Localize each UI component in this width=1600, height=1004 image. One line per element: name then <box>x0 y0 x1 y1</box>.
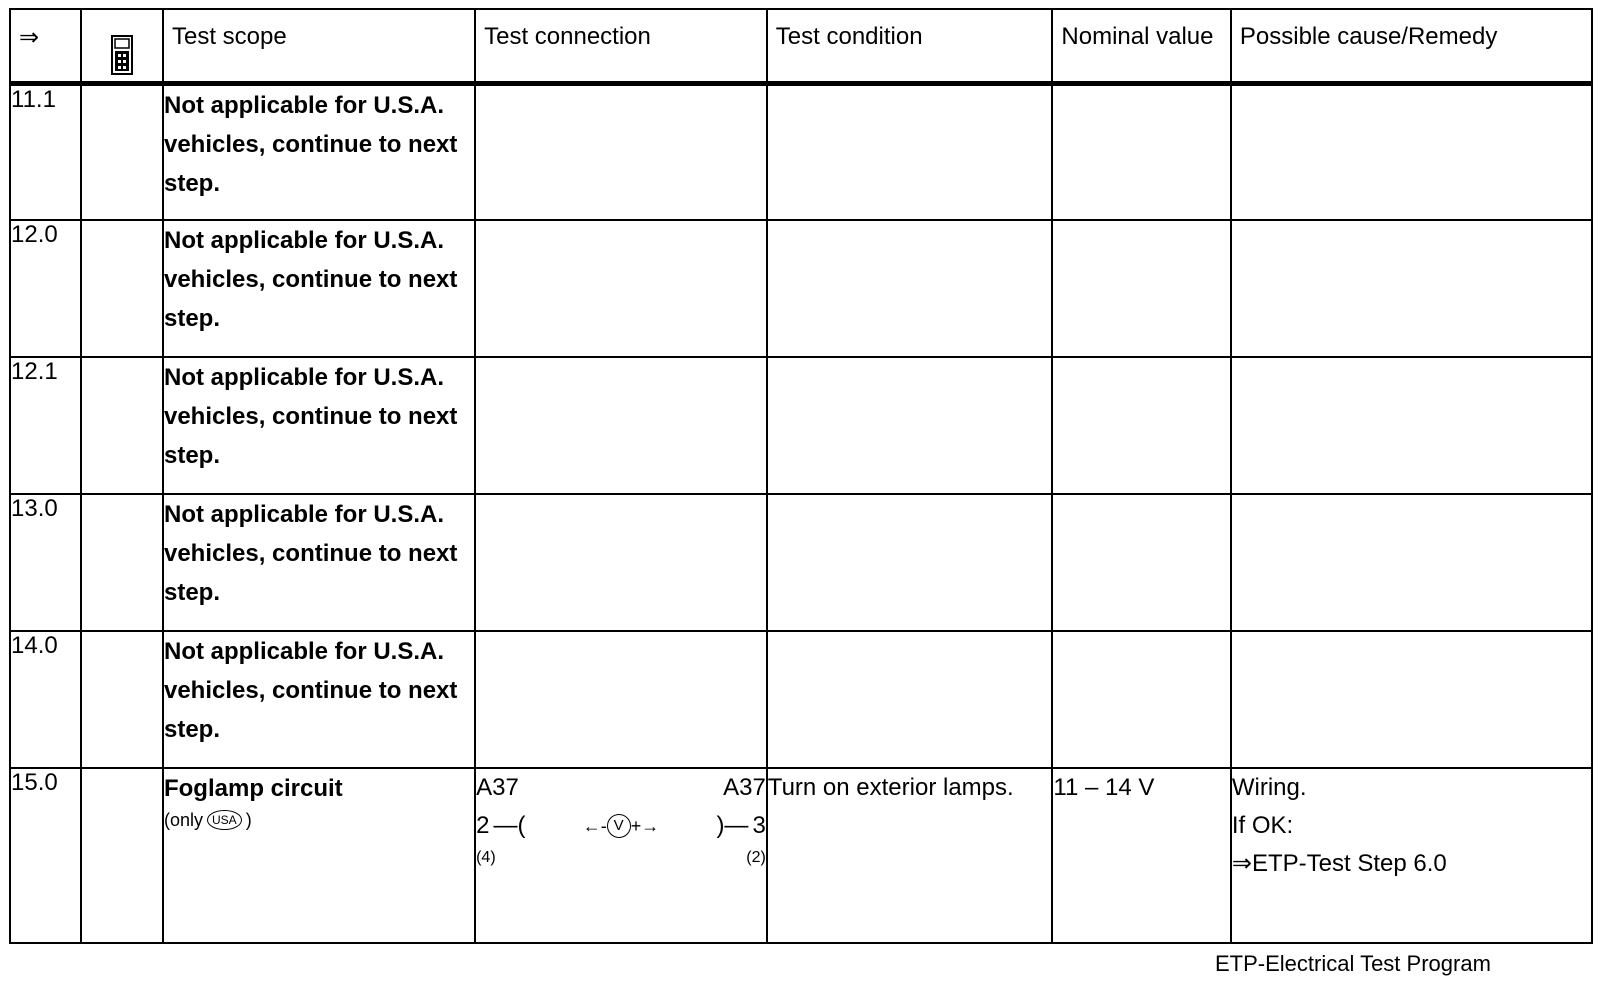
test-connection-cell <box>475 357 767 494</box>
test-scope-text: Not applicable for U.S.A. vehicles, continue to next step. <box>163 83 475 220</box>
tool-cell <box>81 768 163 943</box>
table-row <box>10 357 1592 494</box>
test-connection-cell <box>475 494 767 631</box>
test-condition-text: Turn on exterior lamps. <box>767 768 1053 943</box>
test-condition-cell <box>767 631 1053 768</box>
nominal-value-cell <box>1052 631 1230 768</box>
test-condition-cell <box>767 220 1053 357</box>
possible-cause-cell <box>1231 631 1592 768</box>
header-tool <box>81 9 163 83</box>
table-row <box>10 220 1592 357</box>
connector-right-label: A37 <box>723 774 766 801</box>
step-number: 14.0 <box>10 631 81 768</box>
step-number: 12.0 <box>10 220 81 357</box>
test-scope-cell <box>163 768 475 943</box>
header-test-connection: Test connection <box>475 9 767 83</box>
header-test-condition: Test condition <box>767 9 1053 83</box>
table-row <box>10 83 1592 220</box>
test-connection-cell <box>475 631 767 768</box>
step-number: 15.0 <box>10 768 81 943</box>
connector-left-alt-pin: (4) <box>476 849 496 866</box>
nominal-value-cell <box>1052 83 1230 220</box>
scope-note-suffix: ) <box>245 810 252 830</box>
header-row <box>10 9 1592 83</box>
connector-left-label: A37 <box>476 774 519 801</box>
table-row <box>10 768 1592 943</box>
step-number: 13.0 <box>10 494 81 631</box>
possible-cause-cell <box>1231 768 1592 943</box>
table-row <box>10 494 1592 631</box>
voltmeter-icon: ←- V +→ <box>583 814 660 838</box>
nominal-value-text: 11 – 14 V <box>1052 768 1230 943</box>
table-row <box>10 631 1592 768</box>
connector-right-pin: 3 <box>752 812 766 839</box>
header-step: ⇒ <box>10 9 81 83</box>
connector-right <box>716 812 765 840</box>
test-scope-text: Foglamp circuit <box>163 775 343 802</box>
header-test-scope: Test scope <box>163 9 475 83</box>
header-nominal-value: Nominal value <box>1052 9 1230 83</box>
possible-cause-cell <box>1231 220 1592 357</box>
plug-left-icon: —( <box>493 812 526 839</box>
test-condition-cell <box>767 357 1053 494</box>
tool-cell <box>81 220 163 357</box>
test-connection-cell <box>475 83 767 220</box>
possible-cause-cell <box>1231 83 1592 220</box>
cause-line: Wiring. <box>1231 774 1307 801</box>
cause-line: If OK: <box>1231 812 1294 839</box>
tool-cell <box>81 494 163 631</box>
voltmeter-symbol: V <box>607 814 631 838</box>
possible-cause-cell <box>1231 494 1592 631</box>
tool-cell <box>81 83 163 220</box>
test-connection-cell <box>475 220 767 357</box>
scope-note-prefix: (only <box>163 810 203 830</box>
footer-text: ETP-Electrical Test Program <box>1215 951 1491 976</box>
test-condition-cell <box>767 83 1053 220</box>
tool-cell <box>81 357 163 494</box>
cause-link: ⇒ETP-Test Step 6.0 <box>1231 850 1447 877</box>
connector-left-pin: 2 <box>476 812 490 839</box>
step-number: 11.1 <box>10 83 81 220</box>
nominal-value-cell <box>1052 494 1230 631</box>
test-table <box>9 8 1593 944</box>
tester-icon <box>111 35 133 75</box>
test-scope-text: Not applicable for U.S.A. vehicles, continue to next step. <box>163 494 475 631</box>
test-scope-text: Not applicable for U.S.A. vehicles, continue to next step. <box>163 631 475 768</box>
possible-cause-cell <box>1231 357 1592 494</box>
connector-right-alt-pin: (2) <box>746 849 766 866</box>
test-connection-cell <box>475 768 767 943</box>
plug-right-icon: )— <box>716 812 749 839</box>
test-condition-cell <box>767 494 1053 631</box>
header-possible-cause: Possible cause/Remedy <box>1231 9 1592 83</box>
step-number: 12.1 <box>10 357 81 494</box>
nominal-value-cell <box>1052 220 1230 357</box>
scope-note <box>164 808 474 832</box>
test-scope-text: Not applicable for U.S.A. vehicles, continue to next step. <box>163 357 475 494</box>
tool-cell <box>81 631 163 768</box>
connector-left <box>476 812 525 840</box>
usa-badge-icon: USA <box>207 810 242 830</box>
test-scope-text: Not applicable for U.S.A. vehicles, continue to next step. <box>163 220 475 357</box>
nominal-value-cell <box>1052 357 1230 494</box>
